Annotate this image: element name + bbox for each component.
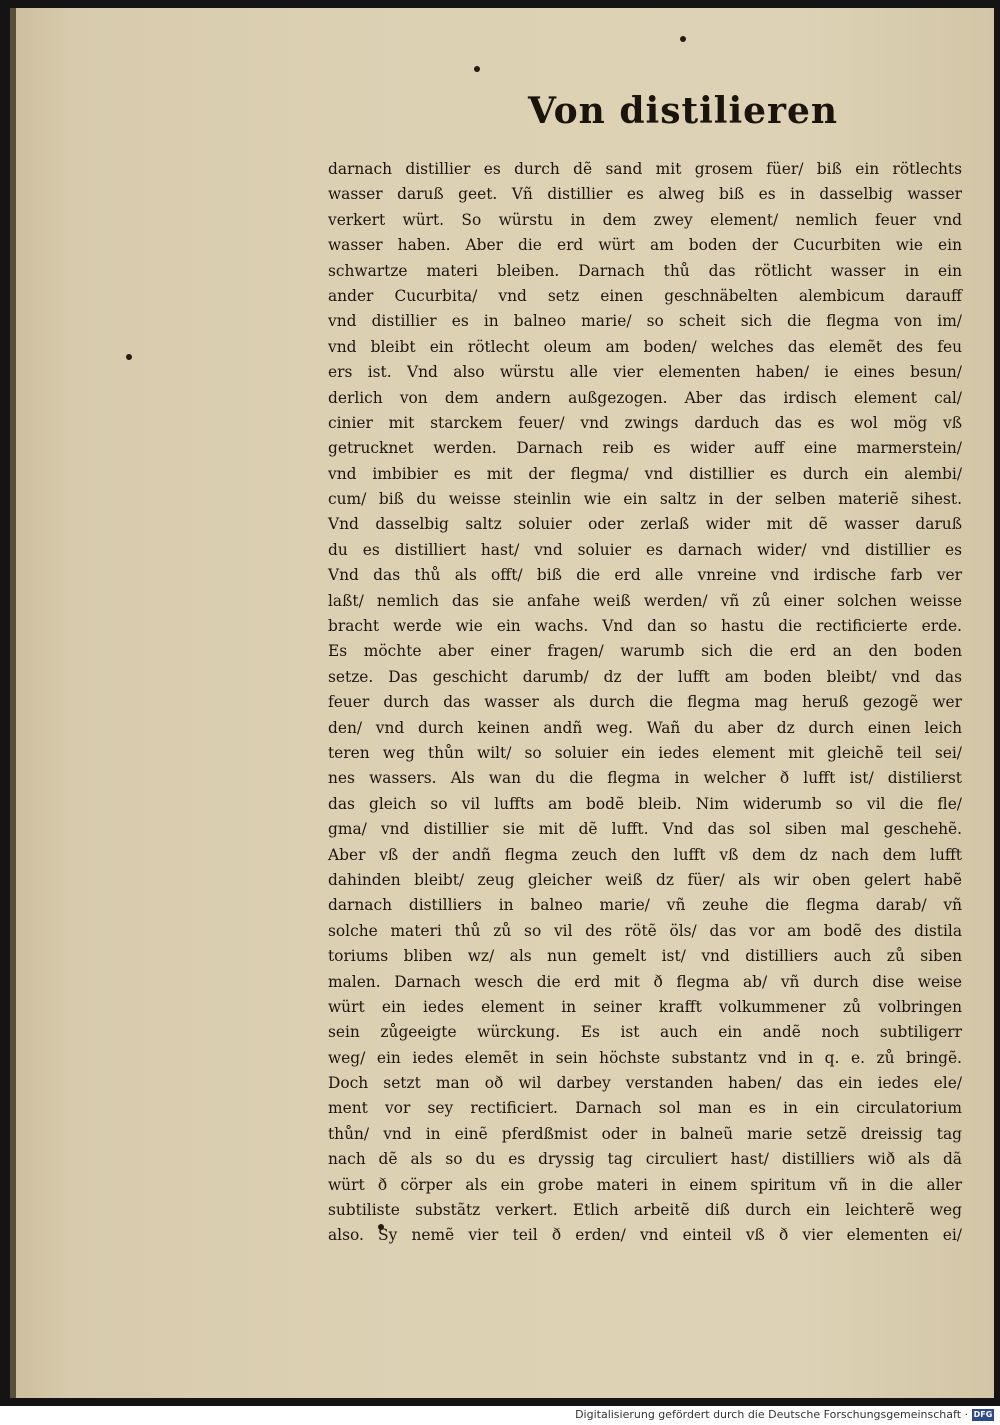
text-line: schwartze materi bleiben. Darnach thů das rötlicht wasser in ein (328, 261, 962, 280)
text-line: derlich von dem andern außgezogen. Aber das irdisch element cal/ (328, 388, 962, 407)
text-line: gma/ vnd distillier sie mit dẽ lufft. Vnd das sol siben mal geschehẽ. (328, 820, 962, 839)
text-line: du es distilliert hast/ vnd soluier es darnach wider/ vnd distillier es (328, 540, 962, 559)
text-line: den/ vnd durch keinen andñ weg. Wañ du aber dz durch einen leich (328, 718, 962, 737)
text-line: vnd imbibier es mit der flegma/ vnd distillier es durch ein alembi/ (328, 464, 962, 483)
footer-bar (0, 1406, 1000, 1425)
text-line: Vnd dasselbig saltz soluier oder zerlaß wider mit dẽ wasser daruß (328, 515, 962, 534)
text-line: setze. Das geschicht darumb/ dz der lufft am boden bleibt/ vnd das (328, 667, 962, 686)
text-line: sein zůgeeigte würckung. Es ist auch ein andẽ noch subtiligerr (328, 1023, 962, 1042)
text-line: das gleich so vil luffts am bodẽ bleib. Nim widerumb so vil die fle/ (328, 794, 962, 813)
text-line: dahinden bleibt/ zeug gleicher weiß dz füer/ als wir oben gelert habẽ (328, 870, 962, 889)
text-line: darnach distilliers in balneo marie/ vñ zeuhe die flegma darab/ vñ (328, 896, 962, 915)
ink-dot-margin (126, 354, 132, 360)
text-line: ers ist. Vnd also würstu alle vier elementen haben/ ie eines besun/ (328, 363, 962, 382)
text-line: thůn/ vnd in einẽ pferdßmist oder in balneũ marie setzẽ dreissig tag (328, 1124, 962, 1143)
text-line: Aber vß der andñ flegma zeuch den lufft vß dem dz nach dem lufft (328, 845, 962, 864)
text-line: Doch setzt man oð wil darbey verstanden haben/ das ein iedes ele/ (328, 1074, 962, 1093)
text-line: darnach distillier es durch dẽ sand mit grosem füer/ biß ein rötlechts (328, 160, 962, 178)
text-line: Vnd das thů als offt/ biß die erd alle vnreine vnd irdische farb ver (328, 566, 962, 585)
ink-dot-top (680, 36, 686, 42)
body-text (328, 157, 962, 1245)
text-line: würt ð cörper als ein grobe materi in einem spiritum vñ in die aller (328, 1175, 962, 1194)
text-line: solche materi thů zů so vil des rötẽ öls/ das vor am bodẽ des distila (328, 921, 962, 940)
funding-credit: Digitalisierung gefördert durch die Deutsche Forschungsgemeinschaft · (575, 1408, 968, 1421)
text-line: weg/ ein iedes elemẽt in sein höchste substantz vnd in q. e. zů bringẽ. (328, 1048, 962, 1067)
text-line: getrucknet werden. Darnach reib es wider auff eine marmerstein/ (328, 439, 962, 458)
text-line: laßt/ nemlich das sie anfahe weiß werden/ vñ zů einer solchen weisse (328, 591, 962, 610)
text-line: feuer durch das wasser als durch die flegma mag heruß gezogẽ wer (328, 693, 962, 712)
text-line: vnd distillier es in balneo marie/ so scheit sich die flegma von im/ (328, 312, 962, 331)
text-line: ander Cucurbita/ vnd setz einen geschnäbelten alembicum darauff (328, 286, 962, 305)
text-line: subtiliste substãtz verkert. Etlich arbeitẽ diß durch ein leichterẽ weg (328, 1201, 962, 1220)
page-heading: Von distilieren (528, 90, 839, 132)
text-line: vnd bleibt ein rötlecht oleum am boden/ welches das elemẽt des feu (328, 337, 962, 356)
text-line: würt ein iedes element in seiner krafft volkummener zů volbringen (328, 997, 962, 1016)
text-line: teren weg thůn wilt/ so soluier ein iedes element mit gleichẽ teil sei/ (328, 743, 962, 762)
text-line: toriums bliben wz/ als nun gemelt ist/ vnd distilliers auch zů siben (328, 947, 962, 966)
text-line: also. Sy nemẽ vier teil ð erden/ vnd einteil vß ð vier elementen ei/ (328, 1226, 962, 1245)
book-page (10, 8, 994, 1398)
ink-dot-heading (474, 66, 480, 72)
text-line: nach dẽ als so du es dryssig tag circuliert hast/ distilliers wið als dã (328, 1150, 962, 1169)
text-line: malen. Darnach wesch die erd mit ð flegma ab/ vñ durch dise weise (328, 972, 962, 991)
dfg-logo: DFG (973, 1410, 993, 1419)
text-line: ment vor sey rectificiert. Darnach sol man es in ein circulatorium (328, 1099, 962, 1118)
text-line: bracht werde wie ein wachs. Vnd dan so hastu die rectificierte erde. (328, 617, 962, 636)
text-line: verkert würt. So würstu in dem zwey element/ nemlich feuer vnd (328, 210, 962, 229)
text-line: Es möchte aber einer fragen/ warumb sich die erd an den boden (328, 642, 962, 661)
text-line: cum/ biß du weisse steinlin wie ein saltz in der selben materiẽ sihest. (328, 490, 962, 509)
text-line: cinier mit starckem feuer/ vnd zwings darduch das es wol mög vß (328, 413, 962, 432)
text-line: nes wassers. Als wan du die flegma in welcher ð lufft ist/ distilierst (328, 769, 962, 788)
text-line: wasser haben. Aber die erd würt am boden der Cucurbiten wie ein (328, 236, 962, 255)
text-line: wasser daruß geet. Vñ distillier es alweg biß es in dasselbig wasser (328, 185, 962, 204)
